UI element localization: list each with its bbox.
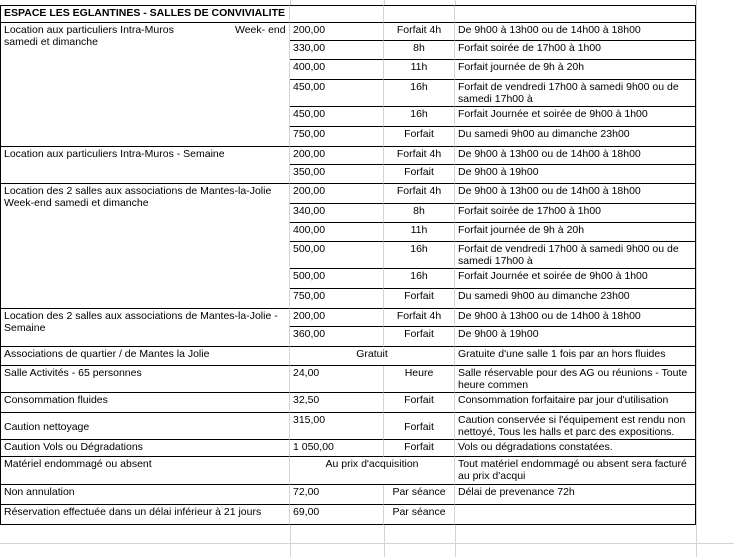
grid-line bbox=[290, 0, 291, 5]
price-cell[interactable]: 350,00 bbox=[290, 165, 384, 184]
unit-cell[interactable]: Heure bbox=[384, 366, 455, 393]
desc-cell[interactable]: Du samedi 9h00 au dimanche 23h00 bbox=[455, 289, 696, 309]
price-cell[interactable]: 340,00 bbox=[290, 204, 384, 223]
unit-cell[interactable]: 11h bbox=[384, 60, 455, 80]
desc-cell[interactable]: Vols ou dégradations constatées. bbox=[455, 440, 696, 457]
unit-cell[interactable]: 8h bbox=[384, 204, 455, 223]
desc-cell[interactable]: Forfait de vendredi 17h00 à samedi 9h00 ou de samedi 17h00 à bbox=[455, 80, 696, 107]
price-cell[interactable]: 24,00 bbox=[290, 366, 384, 393]
price-cell[interactable]: 69,00 bbox=[290, 505, 384, 525]
desc-cell[interactable]: Du samedi 9h00 au dimanche 23h00 bbox=[455, 127, 696, 147]
desc-cell[interactable]: Consommation forfaitaire par jour d'utilisation bbox=[455, 393, 696, 413]
row-label-particuliers-semaine[interactable]: Location aux particuliers Intra-Muros - Semaine bbox=[0, 147, 290, 184]
desc-cell[interactable]: De 9h00 à 19h00 bbox=[455, 327, 696, 347]
unit-cell[interactable]: 16h bbox=[384, 269, 455, 289]
merged-value-cell[interactable]: Gratuit bbox=[290, 347, 455, 366]
desc-cell[interactable]: De 9h00 à 13h00 ou de 14h00 à 18h00 bbox=[455, 184, 696, 204]
desc-cell[interactable]: Forfait soirée de 17h00 à 1h00 bbox=[455, 204, 696, 223]
price-cell[interactable]: 72,00 bbox=[290, 485, 384, 505]
desc-cell[interactable]: Forfait de vendredi 17h00 à samedi 9h00 ou de samedi 17h00 à bbox=[455, 242, 696, 269]
row-label-caution-nettoyage[interactable]: Caution nettoyage bbox=[0, 413, 290, 440]
price-cell[interactable]: 400,00 bbox=[290, 60, 384, 80]
grid-line bbox=[290, 525, 291, 557]
row-label-associations-quartier[interactable]: Associations de quartier / de Mantes la Jolie bbox=[0, 347, 290, 366]
sheet-title[interactable]: ESPACE LES EGLANTINES - SALLES DE CONVIVIALITE bbox=[0, 5, 290, 23]
price-cell[interactable]: 450,00 bbox=[290, 107, 384, 127]
unit-cell[interactable]: Forfait 4h bbox=[384, 147, 455, 165]
price-cell[interactable]: 32,50 bbox=[290, 393, 384, 413]
desc-cell[interactable]: Tout matériel endommagé ou absent sera facturé au prix d'acqui bbox=[455, 457, 696, 485]
grid-line bbox=[455, 0, 456, 5]
row-label-text: Location aux particuliers Intra-Muros bbox=[4, 24, 174, 36]
desc-cell[interactable]: Forfait Journée et soirée de 9h00 à 1h00 bbox=[455, 107, 696, 127]
unit-cell[interactable]: Forfait bbox=[384, 127, 455, 147]
row-label-consommation[interactable]: Consommation fluides bbox=[0, 393, 290, 413]
unit-cell[interactable]: Forfait bbox=[384, 413, 455, 440]
unit-cell[interactable]: 16h bbox=[384, 80, 455, 107]
desc-cell[interactable]: Délai de prevenance 72h bbox=[455, 485, 696, 505]
desc-cell[interactable]: De 9h00 à 13h00 ou de 14h00 à 18h00 bbox=[455, 309, 696, 327]
grid-line bbox=[696, 0, 697, 557]
row-label-reservation-delai[interactable]: Réservation effectuée dans un délai inférieur à 21 jours bbox=[0, 505, 290, 525]
desc-cell[interactable]: Forfait journée de 9h à 20h bbox=[455, 60, 696, 80]
price-cell[interactable]: 315,00 bbox=[290, 413, 384, 440]
desc-cell[interactable]: De 9h00 à 19h00 bbox=[455, 165, 696, 184]
desc-cell[interactable]: Forfait soirée de 17h00 à 1h00 bbox=[455, 41, 696, 60]
unit-cell[interactable]: Forfait bbox=[384, 327, 455, 347]
unit-cell[interactable]: Forfait bbox=[384, 289, 455, 309]
row-label-particuliers-weekend[interactable] bbox=[0, 23, 290, 147]
unit-cell[interactable]: 16h bbox=[384, 107, 455, 127]
unit-cell[interactable]: 16h bbox=[384, 242, 455, 269]
cell[interactable] bbox=[455, 5, 696, 23]
grid-line bbox=[0, 543, 734, 544]
unit-cell[interactable]: Par séance bbox=[384, 485, 455, 505]
price-cell[interactable]: 500,00 bbox=[290, 242, 384, 269]
price-cell[interactable]: 750,00 bbox=[290, 289, 384, 309]
grid-line bbox=[384, 0, 385, 5]
row-label-associations-semaine[interactable]: Location des 2 salles aux associations de Mantes-la-Jolie - Semaine bbox=[0, 309, 290, 347]
unit-cell[interactable]: Forfait 4h bbox=[384, 23, 455, 41]
price-cell[interactable]: 200,00 bbox=[290, 184, 384, 204]
row-label-caution-vols[interactable]: Caution Vols ou Dégradations bbox=[0, 440, 290, 457]
desc-cell[interactable]: Forfait Journée et soirée de 9h00 à 1h00 bbox=[455, 269, 696, 289]
desc-cell[interactable] bbox=[455, 505, 696, 525]
row-label-non-annulation[interactable]: Non annulation bbox=[0, 485, 290, 505]
cell[interactable] bbox=[384, 5, 455, 23]
unit-cell[interactable]: 11h bbox=[384, 223, 455, 242]
desc-cell[interactable]: Caution conservée si l'équipement est rendu non nettoyé, Tous les halls et parc des expositions. bbox=[455, 413, 696, 440]
row-label-subtext: samedi et dimanche bbox=[4, 36, 98, 48]
price-cell[interactable]: 1 050,00 bbox=[290, 440, 384, 457]
unit-cell[interactable]: Forfait 4h bbox=[384, 184, 455, 204]
unit-cell[interactable]: Forfait bbox=[384, 440, 455, 457]
cell[interactable] bbox=[290, 5, 384, 23]
price-cell[interactable]: 360,00 bbox=[290, 327, 384, 347]
unit-cell[interactable]: 8h bbox=[384, 41, 455, 60]
price-cell[interactable]: 400,00 bbox=[290, 223, 384, 242]
unit-cell[interactable]: Forfait bbox=[384, 393, 455, 413]
price-cell[interactable]: 450,00 bbox=[290, 80, 384, 107]
grid-line bbox=[384, 525, 385, 557]
unit-cell[interactable]: Forfait 4h bbox=[384, 309, 455, 327]
row-label-materiel[interactable]: Matériel endommagé ou absent bbox=[0, 457, 290, 485]
price-cell[interactable]: 330,00 bbox=[290, 41, 384, 60]
price-cell[interactable]: 200,00 bbox=[290, 23, 384, 41]
desc-cell[interactable]: Forfait journée de 9h à 20h bbox=[455, 223, 696, 242]
price-cell[interactable]: 750,00 bbox=[290, 127, 384, 147]
grid-line bbox=[455, 525, 456, 557]
price-cell[interactable]: 200,00 bbox=[290, 147, 384, 165]
desc-cell[interactable]: Salle réservable pour des AG ou réunions - Toute heure commen bbox=[455, 366, 696, 393]
desc-cell[interactable]: De 9h00 à 13h00 ou de 14h00 à 18h00 bbox=[455, 23, 696, 41]
desc-cell[interactable]: De 9h00 à 13h00 ou de 14h00 à 18h00 bbox=[455, 147, 696, 165]
unit-cell[interactable]: Par séance bbox=[384, 505, 455, 525]
row-label-salle-activites[interactable]: Salle Activités - 65 personnes bbox=[0, 366, 290, 393]
row-label-period: Week- end bbox=[235, 24, 286, 36]
unit-cell[interactable]: Forfait bbox=[384, 165, 455, 184]
price-cell[interactable]: 200,00 bbox=[290, 309, 384, 327]
row-label-associations-weekend[interactable]: Location des 2 salles aux associations de Mantes-la-Jolie Week-end samedi et dimanche bbox=[0, 184, 290, 309]
desc-cell[interactable]: Gratuite d'une salle 1 fois par an hors fluides bbox=[455, 347, 696, 366]
price-cell[interactable]: 500,00 bbox=[290, 269, 384, 289]
merged-value-cell[interactable]: Au prix d'acquisition bbox=[290, 457, 455, 485]
